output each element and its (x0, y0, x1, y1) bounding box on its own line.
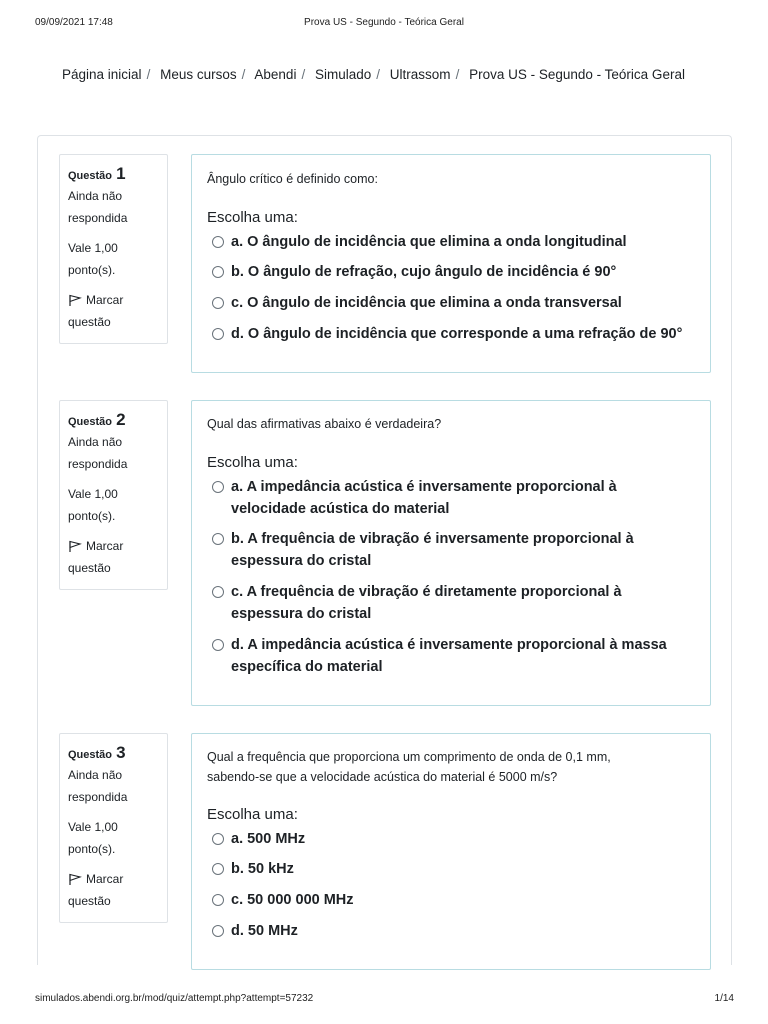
breadcrumb-ultrassom[interactable]: Ultrassom (389, 67, 451, 82)
breadcrumb-separator: / (146, 67, 151, 82)
question-number: Questão 1 (68, 164, 126, 183)
question-grade: Vale 1,00 (68, 241, 118, 255)
radio-unchecked-icon[interactable] (212, 481, 224, 493)
question-state: Ainda não (68, 435, 123, 449)
flag-icon (68, 294, 82, 306)
flag-question-button[interactable]: Marcar (68, 289, 167, 311)
question-grade: Vale 1,00 (68, 820, 118, 834)
radio-unchecked-icon[interactable] (212, 328, 224, 340)
answer-option-c[interactable]: c. 50 000 000 MHz (207, 889, 710, 911)
flag-question-label[interactable]: questão (68, 561, 111, 575)
question-info-2 (59, 400, 168, 590)
question-text: Qual a frequência que proporciona um comprimento de onda de 0,1 mm, (207, 750, 611, 764)
breadcrumb-simulado[interactable]: Simulado (314, 67, 372, 82)
radio-unchecked-icon[interactable] (212, 863, 224, 875)
question-number: Questão 3 (68, 743, 126, 762)
question-number: Questão 2 (68, 410, 126, 429)
question-state: Ainda não (68, 768, 123, 782)
answer-option-d[interactable]: d. 50 MHz (207, 920, 710, 942)
answer-option-b[interactable]: b. A frequência de vibração é inversamente proporcional à espessura do cristal (207, 528, 710, 572)
breadcrumb-home[interactable]: Página inicial (62, 67, 142, 82)
print-url: simulados.abendi.org.br/mod/quiz/attempt.php?attempt=57232 (35, 993, 314, 1004)
flag-question-label[interactable]: questão (68, 315, 111, 329)
breadcrumb-abendi[interactable]: Abendi (254, 67, 297, 82)
radio-unchecked-icon[interactable] (212, 236, 224, 248)
breadcrumb-my-courses[interactable]: Meus cursos (160, 67, 237, 82)
breadcrumb (62, 67, 685, 82)
radio-unchecked-icon[interactable] (212, 894, 224, 906)
radio-unchecked-icon[interactable] (212, 925, 224, 937)
radio-unchecked-icon[interactable] (212, 639, 224, 651)
answer-option-b[interactable]: b. O ângulo de refração, cujo ângulo de incidência é 90° (207, 261, 710, 283)
question-state: respondida (68, 790, 128, 804)
flag-question-label[interactable]: questão (68, 894, 111, 908)
print-datetime: 09/09/2021 17:48 (35, 17, 113, 28)
print-page-number: 1/14 (714, 993, 734, 1004)
question-info-1 (59, 154, 168, 344)
question-content-1 (191, 154, 711, 373)
radio-unchecked-icon[interactable] (212, 533, 224, 545)
question-grade: ponto(s). (68, 842, 116, 856)
question-state: Ainda não (68, 189, 123, 203)
radio-unchecked-icon[interactable] (212, 297, 224, 309)
flag-question-button[interactable]: Marcar (68, 535, 167, 557)
answer-option-d[interactable]: d. A impedância acústica é inversamente proporcional à massa específica do material (207, 634, 710, 678)
question-grade: ponto(s). (68, 509, 116, 523)
print-header (0, 17, 768, 31)
answer-option-a[interactable]: a. A impedância acústica é inversamente proporcional à velocidade acústica do material (207, 476, 710, 520)
breadcrumb-separator: / (241, 67, 246, 82)
answer-prompt: Escolha uma: (207, 806, 298, 823)
question-info-3 (59, 733, 168, 923)
flag-question-button[interactable]: Marcar (68, 868, 167, 890)
flag-icon (68, 873, 82, 885)
answer-option-a[interactable]: a. 500 MHz (207, 828, 710, 850)
question-grade: ponto(s). (68, 263, 116, 277)
answer-option-c[interactable]: c. A frequência de vibração é diretamente proporcional à espessura do cristal (207, 581, 710, 625)
answer-option-b[interactable]: b. 50 kHz (207, 858, 710, 880)
question-content-2 (191, 400, 711, 706)
question-grade: Vale 1,00 (68, 487, 118, 501)
flag-icon (68, 540, 82, 552)
answer-prompt: Escolha uma: (207, 454, 298, 471)
question-text: sabendo-se que a velocidade acústica do material é 5000 m/s? (207, 770, 558, 784)
radio-unchecked-icon[interactable] (212, 833, 224, 845)
breadcrumb-separator: / (376, 67, 381, 82)
question-text: Ângulo crítico é definido como: (207, 172, 378, 186)
breadcrumb-separator: / (301, 67, 306, 82)
breadcrumb-current-quiz[interactable]: Prova US - Segundo - Teórica Geral (469, 67, 685, 82)
question-state: respondida (68, 457, 128, 471)
print-title: Prova US - Segundo - Teórica Geral (304, 17, 464, 28)
answer-option-a[interactable]: a. O ângulo de incidência que elimina a onda longitudinal (207, 231, 710, 253)
breadcrumb-separator: / (455, 67, 460, 82)
question-text: Qual das afirmativas abaixo é verdadeira? (207, 417, 442, 431)
answer-option-d[interactable]: d. O ângulo de incidência que corresponde a uma refração de 90° (207, 323, 710, 345)
question-state: respondida (68, 211, 128, 225)
question-content-3 (191, 733, 711, 970)
radio-unchecked-icon[interactable] (212, 266, 224, 278)
answer-option-c[interactable]: c. O ângulo de incidência que elimina a onda transversal (207, 292, 710, 314)
answer-prompt: Escolha uma: (207, 209, 298, 226)
radio-unchecked-icon[interactable] (212, 586, 224, 598)
